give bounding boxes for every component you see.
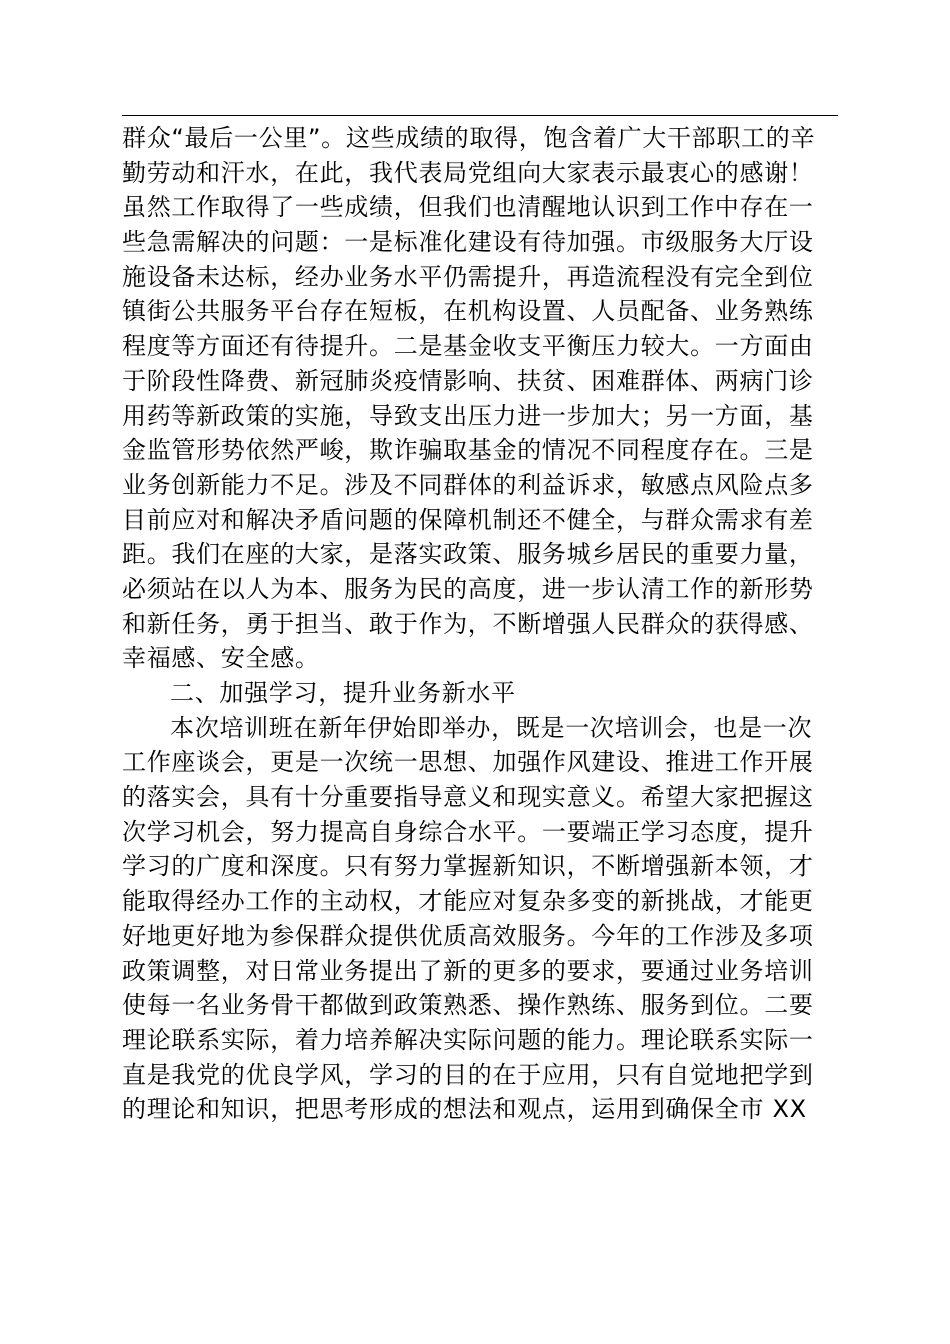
text-line: 业务创新能力不足。涉及不同群体的利益诉求，敏感点风险点多 (122, 470, 814, 499)
text-line: 目前应对和解决矛盾问题的保障机制还不健全，与群众需求有差 (122, 505, 814, 534)
text-line: 使每一名业务骨干都做到政策熟悉、操作熟练、服务到位。二要 (122, 991, 814, 1020)
text-line: 些急需解决的问题：一是标准化建设有待加强。市级服务大厅设 (122, 228, 814, 257)
text-line: 的理论和知识，把思考形成的想法和观点，运用到确保全市 XX (122, 1095, 807, 1124)
text-line: 金监管形势依然严峻，欺诈骗取基金的情况不同程度存在。三是 (122, 436, 814, 465)
text-line: 用药等新政策的实施，导致支出压力进一步加大；另一方面，基 (122, 401, 814, 430)
text-line: 勤劳动和汗水，在此，我代表局党组向大家表示最衷心的感谢！ (122, 158, 814, 187)
text-line: 理论联系实际，着力培养解决实际问题的能力。理论联系实际一 (122, 1025, 814, 1054)
text-line: 必须站在以人为本、服务为民的高度，进一步认清工作的新形势 (122, 574, 814, 603)
text-line: 群众“最后一公里”。这些成绩的取得，饱含着广大干部职工的辛 (122, 124, 816, 152)
header-rule (122, 115, 838, 116)
document-body (122, 121, 838, 1127)
text-line: 直是我党的优良学风，学习的目的在于应用，只有自觉地把学到 (122, 1060, 814, 1089)
text-line: 镇街公共服务平台存在短板，在机构设置、人员配备、业务熟练 (122, 297, 814, 326)
section-heading: 二、加强学习，提升业务新水平 (170, 679, 516, 707)
text-line: 施设备未达标，经办业务水平仍需提升，再造流程没有完全到位 (122, 262, 814, 291)
paragraph-first-line: 本次培训班在新年伊始即举办，既是一次培训会，也是一次 (170, 713, 813, 742)
text-line: 好地更好地为参保群众提供优质高效服务。今年的工作涉及多项 (122, 921, 814, 950)
text-line: 和新任务，勇于担当、敢于作为，不断增强人民群众的获得感、 (122, 609, 814, 638)
text-line: 的落实会，具有十分重要指导意义和现实意义。希望大家把握这 (122, 783, 814, 812)
text-line: 政策调整，对日常业务提出了新的更多的要求，要通过业务培训 (122, 956, 814, 985)
text-line: 工作座谈会，更是一次统一思想、加强作风建设、推进工作开展 (122, 748, 814, 777)
text-line: 于阶段性降费、新冠肺炎疫情影响、扶贫、困难群体、两病门诊 (122, 366, 814, 395)
text-line: 能取得经办工作的主动权，才能应对复杂多变的新挑战，才能更 (122, 887, 814, 916)
text-line: 次学习机会，努力提高自身综合水平。一要端正学习态度，提升 (122, 817, 814, 846)
text-line: 距。我们在座的大家，是落实政策、服务城乡居民的重要力量， (122, 540, 814, 569)
text-line: 程度等方面还有待提升。二是基金收支平衡压力较大。一方面由 (122, 332, 814, 361)
text-line: 幸福感、安全感。 (122, 644, 320, 673)
text-line: 虽然工作取得了一些成绩，但我们也清醒地认识到工作中存在一 (122, 193, 814, 222)
text-line: 学习的广度和深度。只有努力掌握新知识，不断增强新本领，才 (122, 852, 814, 881)
